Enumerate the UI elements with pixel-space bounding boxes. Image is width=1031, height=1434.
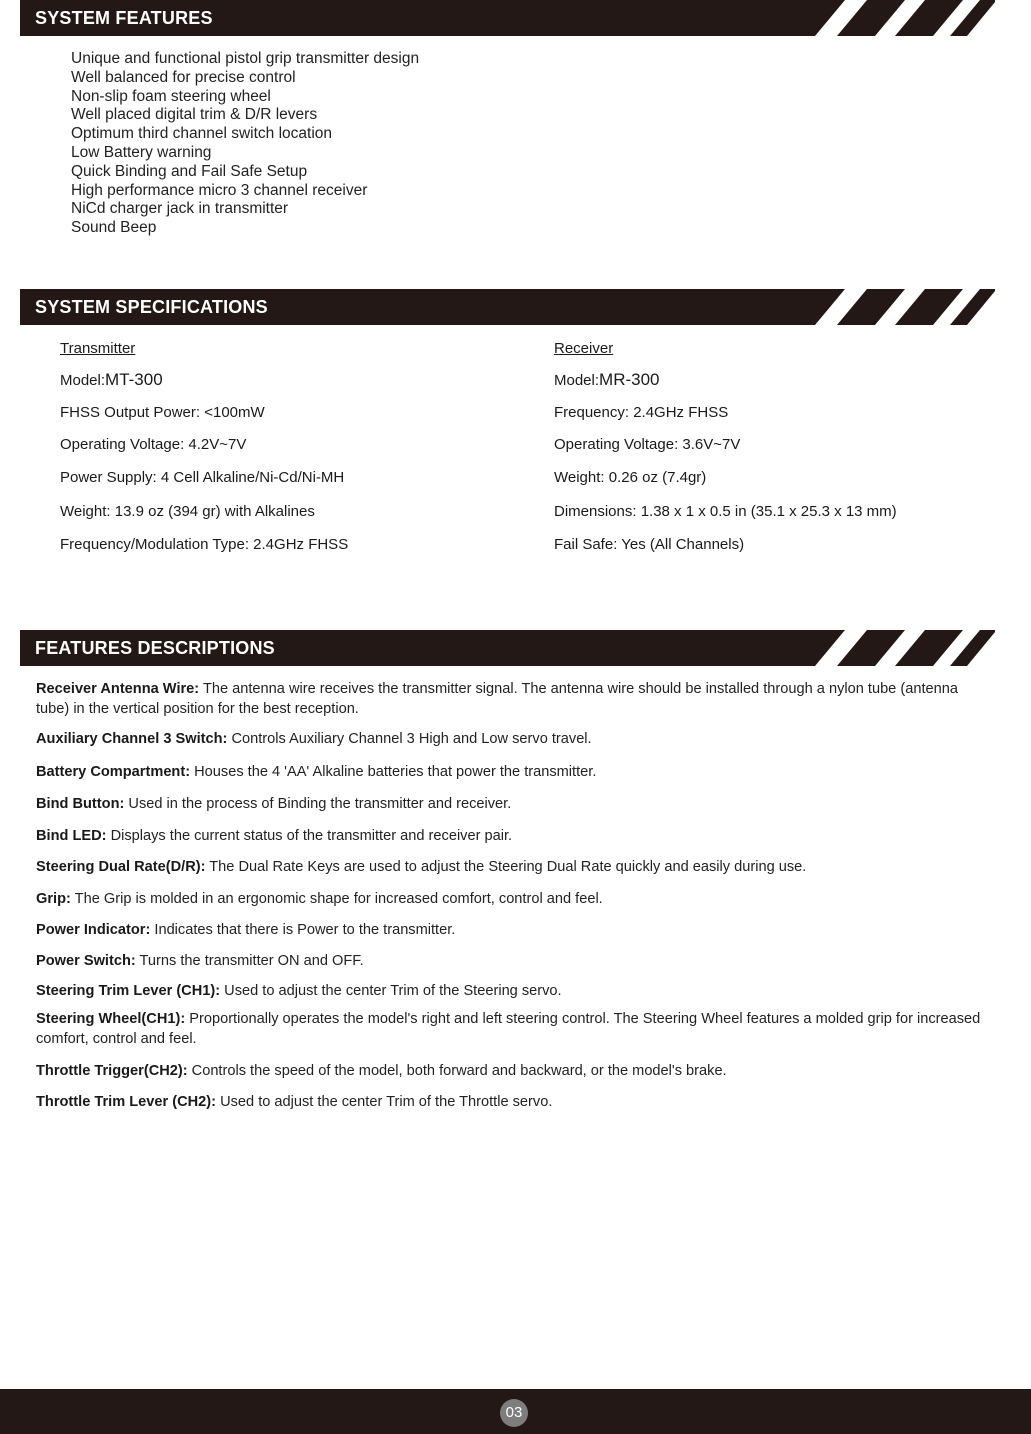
receiver-heading: Receiver	[554, 340, 614, 357]
list-item: Optimum third channel switch location	[71, 125, 333, 143]
description-term: Power Indicator:	[36, 922, 151, 938]
description-term: Bind Button:	[36, 796, 125, 812]
section-title: SYSTEM FEATURES	[35, 8, 213, 28]
receiver-model	[554, 370, 660, 390]
transmitter-power-supply: Power Supply: 4 Cell Alkaline/Ni-Cd/Ni-MH	[60, 469, 345, 486]
description-item	[36, 1010, 994, 1049]
list-item: Sound Beep	[71, 219, 157, 237]
description-term: Steering Trim Lever (CH1):	[36, 983, 221, 999]
list-item: Well balanced for precise control	[71, 68, 296, 86]
description-item	[36, 730, 994, 750]
description-text: Used in the process of Binding the transmitter and receiver.	[124, 796, 512, 812]
transmitter-heading: Transmitter	[60, 340, 136, 357]
transmitter-frequency: Frequency/Modulation Type: 2.4GHz FHSS	[60, 536, 349, 553]
description-item	[36, 858, 994, 878]
description-item	[36, 795, 994, 815]
description-item	[36, 1093, 994, 1113]
section-title: FEATURES DESCRIPTIONS	[35, 638, 275, 658]
description-text: Used to adjust the center Trim of the Steering servo.	[220, 983, 562, 999]
section-header-features	[20, 0, 995, 36]
description-term: Power Switch:	[36, 953, 136, 969]
description-item	[36, 1062, 994, 1082]
transmitter-operating-voltage: Operating Voltage: 4.2V~7V	[60, 436, 247, 453]
description-item	[36, 827, 994, 847]
list-item: NiCd charger jack in transmitter	[71, 200, 289, 218]
description-item	[36, 921, 994, 941]
description-term: Auxiliary Channel 3 Switch:	[36, 731, 228, 747]
description-term: Steering Wheel(CH1):	[36, 1011, 186, 1027]
section-header-specs	[20, 289, 995, 325]
transmitter-weight: Weight: 13.9 oz (394 gr) with Alkalines	[60, 503, 315, 520]
description-item	[36, 890, 994, 910]
description-text: Controls Auxiliary Channel 3 High and Low servo travel.	[227, 731, 592, 747]
description-text: Controls the speed of the model, both forward and backward, or the model's brake.	[187, 1063, 727, 1079]
list-item: High performance micro 3 channel receiver	[71, 181, 368, 199]
description-term: Throttle Trim Lever (CH2):	[36, 1094, 217, 1110]
description-text: The Grip is molded in an ergonomic shape for increased comfort, control and feel.	[70, 891, 603, 907]
feature-list	[71, 50, 419, 238]
description-term: Steering Dual Rate(D/R):	[36, 859, 206, 875]
receiver-fail-safe: Fail Safe: Yes (All Channels)	[554, 536, 745, 553]
receiver-operating-voltage: Operating Voltage: 3.6V~7V	[554, 436, 741, 453]
description-term: Throttle Trigger(CH2):	[36, 1063, 188, 1079]
model-value: MT-300	[105, 370, 163, 389]
description-text: Proportionally operates the model's right and left steering control. The Steering Wheel features a molded grip for increased comfort, control and feel.	[36, 1011, 981, 1047]
list-item: Quick Binding and Fail Safe Setup	[71, 162, 308, 180]
transmitter-output-power: FHSS Output Power: <100mW	[60, 404, 265, 421]
receiver-weight: Weight: 0.26 oz (7.4gr)	[554, 469, 707, 486]
description-term: Battery Compartment:	[36, 764, 191, 780]
description-text: Used to adjust the center Trim of the Throttle servo.	[216, 1094, 553, 1110]
description-text: The antenna wire receives the transmitter signal. The antenna wire should be installed through a nylon tube (antenna tube) in the vertical position for the best reception.	[36, 681, 958, 717]
description-term: Receiver Antenna Wire:	[36, 681, 200, 697]
section-header-descriptions	[20, 630, 995, 666]
description-term: Grip:	[36, 891, 71, 907]
description-text: Displays the current status of the transmitter and receiver pair.	[106, 828, 513, 844]
page-footer	[0, 1389, 1031, 1434]
list-item: Unique and functional pistol grip transmitter design	[71, 50, 420, 67]
description-item	[36, 763, 994, 783]
description-item	[36, 680, 994, 719]
description-text: Turns the transmitter ON and OFF.	[135, 953, 364, 969]
page-number: 03	[500, 1399, 528, 1427]
model-label: Model:	[60, 372, 106, 389]
description-text: Houses the 4 'AA' Alkaline batteries that power the transmitter.	[190, 764, 597, 780]
model-label: Model:	[554, 372, 600, 389]
description-item	[36, 952, 994, 972]
model-value: MR-300	[599, 370, 660, 389]
description-text: The Dual Rate Keys are used to adjust the Steering Dual Rate quickly and easily during use.	[205, 859, 807, 875]
list-item: Non-slip foam steering wheel	[71, 87, 271, 105]
section-title: SYSTEM SPECIFICATIONS	[35, 297, 268, 317]
description-term: Bind LED:	[36, 828, 107, 844]
transmitter-model	[60, 370, 163, 390]
receiver-dimensions: Dimensions: 1.38 x 1 x 0.5 in (35.1 x 25.3 x 13 mm)	[554, 503, 897, 520]
description-item	[36, 982, 994, 1002]
receiver-frequency: Frequency: 2.4GHz FHSS	[554, 404, 729, 421]
description-text: Indicates that there is Power to the transmitter.	[150, 922, 456, 938]
list-item: Well placed digital trim & D/R levers	[71, 106, 318, 124]
list-item: Low Battery warning	[71, 143, 212, 161]
